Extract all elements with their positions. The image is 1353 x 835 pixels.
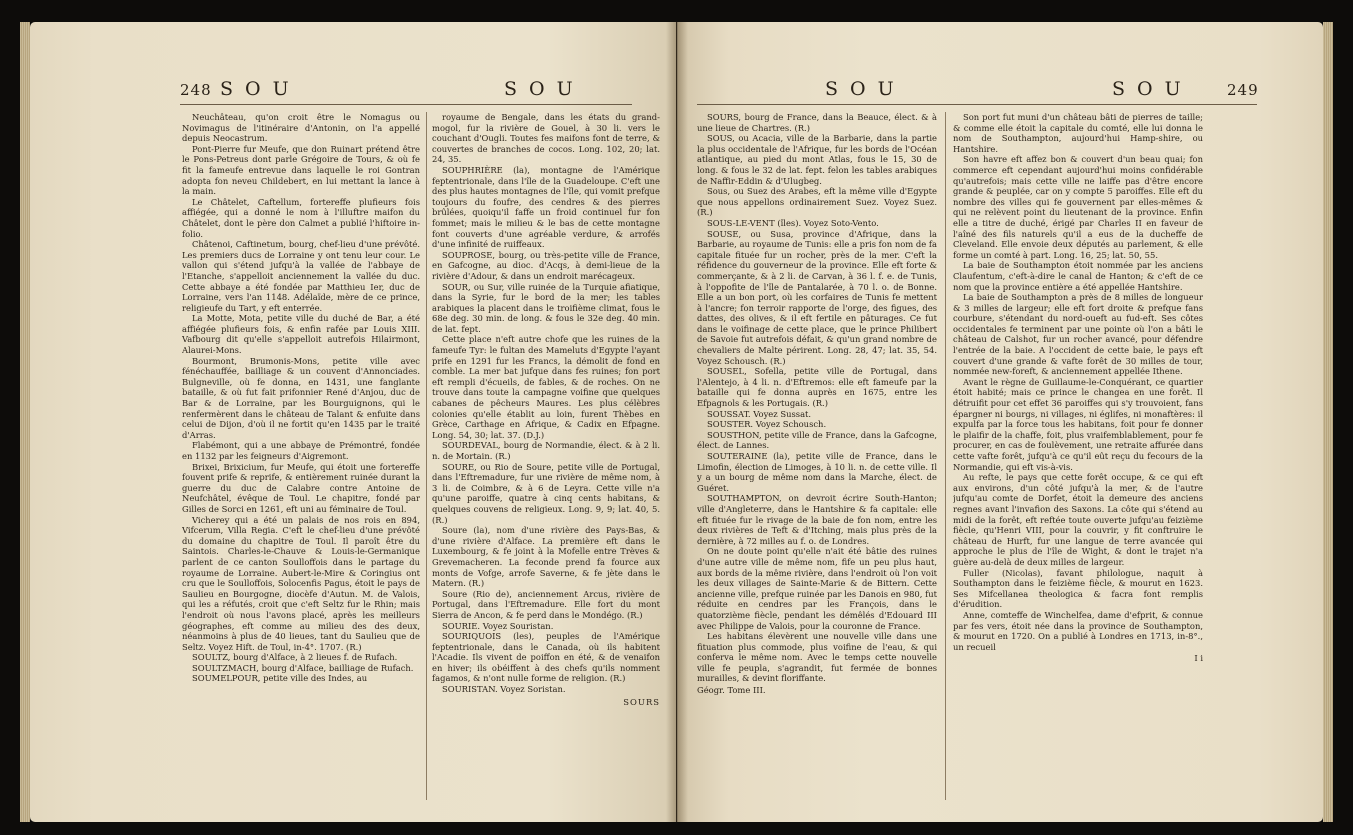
page-edges-right [1323, 22, 1333, 822]
entry-paragraph: SOUPHRIÈRE (la), montagne de l'Amérique feptentrionale, dans l'île de la Guadeloupe. C'eft une des plus hautes montagnes de l'île, qui vomit prefque toujours du foufre, des cendres & des pierres brûlées, quoiqu'il faffe un froid continuel fur fon fommet; mais le milieu & le bas de cette montagne font couverts d'une agréable verdure, & arrofés d'une infinité de ruiffeaux. [432, 164, 660, 250]
entry-paragraph: SOUPROSE, bourg, ou très-petite ville de France, en Gafcogne, au dioc. d'Acqs, à demi-lieue de la rivière d'Adour, & dans un endroit marécageux. [432, 249, 660, 281]
entry-paragraph: SOURDEVAL, bourg de Normandie, élect. & à 2 li. n. de Mortain. (R.) [432, 440, 660, 461]
entry-paragraph: Brixei, Brixicium, fur Meufe, qui étoit une fortereffe fouvent prife & reprife, & entièrement ruinée durant la guerre du duc de Calabre contre Antoine de Neufchâtel, évêque de Toul. Le chapitre, fondé par Gilles de Sorci en 1261, eft uni au féminaire de Toul. [182, 461, 420, 514]
entry-paragraph: Châtenoi, Caftinetum, bourg, chef-lieu d'une prévôté. Les premiers ducs de Lorraine y ont tenu leur cour. Le vallon qui s'étend jufqu'à la vallée de l'abbaye de l'Etanche, s'appelloit anciennement la vallée du duc. Cette abbaye a été fondée par Matthieu Ier, duc de Lorraine, vers l'an 1148. Adélaïde, mère de ce prince, religieufe du Tart, y eft enterrée. [182, 239, 420, 313]
left-head-rule [180, 104, 632, 105]
entry-paragraph: Pont-Pierre fur Meufe, que don Ruinart prétend être le Pons-Petreus dont parle Grégoire de Tours, & où fe fit la fameufe entrevue dans laquelle le roi Gontran adopta fon neveu Childebert, en lui mettant la lance à la main. [182, 143, 420, 197]
left-headword-outer: S O U [220, 78, 292, 100]
right-page-number: 249 [1227, 81, 1259, 99]
right-head-rule [697, 104, 1257, 105]
entry-paragraph: La Motte, Mota, petite ville du duché de Bar, a été affiégée plufieurs fois, & enfin rafée par Louis XIII. Vafbourg dit qu'elle s'appelloit autrefois Hilairmont, Alaurei-Mons. [182, 313, 420, 356]
left-column-divider [426, 112, 427, 800]
entry-paragraph: SOUSEL, Sofella, petite ville de Portugal, dans l'Alentejo, à 4 li. n. d'Eftremos: elle eft fameufe par la bataille qui fe donna auprès en 1675, entre les Efpagnols & les Portugais. (R.) [697, 366, 937, 409]
entry-paragraph: Neuchâteau, qu'on croit être le Nomagus ou Novimagus de l'itinéraire d'Antonin, on l'a appellé depuis Neocastrum. [182, 112, 420, 144]
entry-paragraph: SOUSTER. Voyez Schousch. [707, 419, 827, 430]
entry-paragraph: La baie de Southampton a près de 8 milles de longueur & 3 milles de largeur; elle eft fort droite & prefque fans courbure, s'étendant du nord-oueft au fud-eft. Ses côtes occidentales fe terminent par une pointe où l'on a bâti le château de Calshot, fur un rocher avancé, pour défendre l'entrée de la baie. A l'occident de cette baie, le pays eft couvert d'une grande & vafte forêt de 30 milles de tour, nommée new-foreft, & anciennement appellée Ithene. [953, 292, 1203, 377]
entry-paragraph: SOUSSAT. Voyez Sussat. [707, 408, 812, 419]
entry-paragraph: SOUMELPOUR, petite ville des Indes, au [192, 673, 368, 684]
entry-paragraph: Fuller (Nicolas), favant philologue, naquit à Southampton dans le feizième fiècle, & mourut en 1623. Ses Mifcellanea theologica & facra font remplis d'érudition. [953, 567, 1203, 610]
entry-paragraph: SOUS, ou Acacia, ville de la Barbarie, dans la partie la plus occidentale de l'Afrique, fur les bords de l'Océan atlantique, au pied du mont Atlas, fous le 15, 30 de long. & fous le 32 de lat. fept. felon les tables arabiques de Naffir-Eddin & d'Ulugbeg. [697, 133, 937, 186]
right-column-1 [697, 112, 937, 802]
entry-paragraph: Vicherey qui a été un palais de nos rois en 894, Vifcerum, Villa Regia. C'eft le chef-lieu d'une prévôté du domaine du chapitre de Toul. Il paroît être du Saintois. Charles-le-Chauve & Louis-le-Germanique parlent de ce canton Soulloffois dans le partage du royaume de Lorraine. Aubert-le-Mire & Coringius ont cru que le Soulloffois, Solocenfis Pagus, étoit le pays de Saulieu en Bourgogne, diocèfe d'Autun. M. de Valois, qui les a réfutés, croit que c'eft Seltz fur le Rhin; mais l'endroit où nous l'avons placé, après les meilleurs géographes, eft comme au milieu des des deux, néanmoins à plus de 40 lieues, tant du Saulieu que de Seltz. Voyez Hift. de Toul, in-4°. 1707. (R.) [182, 514, 420, 652]
left-page-number: 248 [180, 81, 212, 99]
entry-paragraph: SOURIE. Voyez Souristan. [442, 620, 554, 631]
page-edges-left [20, 22, 30, 822]
entry-paragraph: SOUSE, ou Susa, province d'Afrique, dans la Barbarie, au royaume de Tunis: elle a pris fon nom de fa capitale fituée fur un rocher, près de la mer. C'eft la réfidence du gouverneur de la province. Elle eft forte & commerçante, & à 2 li. de Carvan, à 36 l. f. e. de Tunis, à l'oppofite de l'île de Pantalarée, à 70 l. o. de Bonne. Elle a un bon port, où les corfaires de Tunis fe mettent à l'ancre; fon terroir rapporte de l'orge, des figues, des dattes, des olives, & il eft fertile en pâturages. Ce fut dans le voifinage de cette place, que le prince Philibert de Savoie fut autrefois défait, & qu'un grand nombre de chevaliers de Malte périrent. Long. 28, 47; lat. 35, 54. Voyez Schousch. (R.) [697, 228, 937, 366]
entry-paragraph: Le Châtelet, Caftellum, fortereffe plufieurs fois affiégée, qui a donné le nom à l'illuftre maifon du Châtelet, dont le père don Calmet a publié l'hiftoire in-folio. [182, 196, 420, 239]
left-column-1 [182, 112, 420, 802]
right-column-2 [953, 112, 1203, 802]
entry-paragraph: On ne doute point qu'elle n'ait été bâtie des ruines d'une autre ville de même nom, fife un peu plus haut, aux bords de la même rivière, dans l'endroit où l'on voit les deux villages de Sainte-Marie & de Bittern. Cette ancienne ville, prefque ruinée par les Danois en 980, fut réduite en cendres par les François, dans le quatorzième fiècle, pendant les démêlés d'Edouard III avec Philippe de Valois, pour la couronne de France. [697, 546, 937, 631]
entry-paragraph: Soure (Rio de), anciennement Arcus, rivière de Portugal, dans l'Eftremadure. Elle fort du mont Sierra de Ancon, & fe perd dans le Mondégo. (R.) [432, 588, 660, 620]
entry-paragraph: La baie de Southampton étoit nommée par les anciens Claufentum, c'eft-à-dire le canal de Hanton; & c'eft de ce nom que la province entière a été appellée Hantshire. [953, 260, 1203, 292]
entry-paragraph: Son port fut muni d'un château bâti de pierres de taille; & comme elle étoit la capitale du comté, elle lui donna le nom de Southampton, aujourd'hui Hamp-shire, ou Hantshire. [953, 112, 1203, 154]
signature-mark: I i [1194, 653, 1203, 664]
entry-paragraph: SOUTHAMPTON, on devroit écrire South-Hanton; ville d'Angleterre, dans le Hantshire & fa capitale: elle eft fituée fur le rivage de la baie de fon nom, entre les deux rivières de Teft & d'Itching, mais plus près de la dernière, à 72 milles au f. o. de Londres. [697, 493, 937, 546]
entry-paragraph: Soure (la), nom d'une rivière des Pays-Bas, & d'une rivière d'Alface. La première eft dans le Luxembourg, & fe joint à la Mofelle entre Trèves & Grevemacheren. La feconde prend fa fource aux monts de Vofge, arrofe Saverne, & fe jète dans le Matern. (R.) [432, 525, 660, 589]
entry-paragraph: SOUTERAINE (la), petite ville de France, dans le Limofin, élection de Limoges, à 10 li. n. de cette ville. Il y a un bourg de même nom dans la Marche, élect. de Guéret. [697, 451, 937, 493]
entry-paragraph: SOUSTHON, petite ville de France, dans la Gafcogne, élect. de Lannes. [697, 429, 937, 451]
right-headword-outer: S O U [1112, 78, 1184, 100]
entry-paragraph: Flabémont, qui a une abbaye de Prémontré, fondée en 1132 par les feigneurs d'Aigremont. [182, 440, 420, 461]
right-column-divider [945, 112, 946, 800]
entry-paragraph: Au refte, le pays que cette forêt occupe, & ce qui eft aux environs, d'un côté jufqu'à la mer, & de l'autre jufqu'au comte de Dorfet, étoit la demeure des anciens regnes avant l'invafion des Saxons. La côte qui s'étend au midi de la forêt, eft reftée toute ouverte jufqu'au feizième fiècle, qu'Henri VIII, pour la couvrir, y fit conftruire le château de Hurft, fur une langue de terre avancée qui approche le plus de l'île de Wight, & dont le trajet n'a guère au-delà de deux milles de largeur. [953, 472, 1203, 567]
signature-line: Géogr. Tome III. [697, 685, 766, 696]
entry-paragraph: royaume de Bengale, dans les états du grand-mogol, fur la rivière de Gouel, à 30 li. vers le couchant d'Ougli. Toutes fes maifons font de terre, & couvertes de branches de cocos. Long. 102, 20; lat. 24, 35. [432, 112, 660, 165]
entry-paragraph: SOUS-LE-VENT (îles). Voyez Soto-Vento. [707, 217, 879, 228]
left-page [30, 22, 676, 822]
left-column-2 [432, 112, 660, 802]
entry-paragraph: Son havre eft affez bon & couvert d'un beau quai; fon commerce eft cependant aujourd'hui moins confidérable qu'autrefois; mais cette ville ne laiffe pas d'être encore grande & peuplée, car on y compte 5 paroiffes. Elle eft du nombre des villes qui fe gouvernent par elles-mêmes & qui ne relèvent point du lieutenant de la province. Enfin elle a titre de duché, érigé par Charles II en faveur de l'aîné des fils naturels qu'il a eus de la ducheffe de Cleveland. Elle envoie deux députés au parlement, & elle forme un comté à part. Long. 16, 25; lat. 50, 55. [953, 154, 1203, 260]
open-book [30, 22, 1323, 822]
entry-paragraph: SOURE, ou Rio de Soure, petite ville de Portugal, dans l'Eftremadure, fur une rivière de même nom, à 3 li. de Coimbre, & à 6 de Leyra. Cette ville n'a qu'une paroiffe, quatre à cinq cents habitans, & quelques couvens de religieux. Long. 9, 9; lat. 40, 5. (R.) [432, 461, 660, 525]
entry-paragraph: Avant le règne de Guillaume-le-Conquérant, ce quartier étoit habité; mais ce prince le changea en une forêt. Il détruifit pour cet effet 36 paroiffes qui s'y trouvoient, fans épargner ni bourgs, ni villages, ni églifes, ni monaftères: il expulfa par la force tous les habitans, foit pour fe donner le plaifir de la chaffe, foit, plus vraifemblablement, pour fe procurer, en cas de foulèvement, une retraite affurée dans cette vafte forêt, jufqu'à ce qu'il eût reçu du fecours de la Normandie, qui eft vis-à-vis. [953, 376, 1203, 472]
right-page [677, 22, 1323, 822]
left-headword-center: S O U [504, 78, 576, 100]
entry-paragraph: Bourmont, Brumonis-Mons, petite ville avec fénéchauffée, bailliage & un couvent d'Annonciades. Bulgneville, où fe donna, en 1431, une fanglante bataille, & où fut fait prifonnier René d'Anjou, duc de Bar & de Lorraine, par les Bourguignons, qui le renfermèrent dans le château de Talant & enfuite dans celui de Dijon, d'où il ne fortit qu'en 1435 par le traité d'Arras. [182, 355, 420, 440]
left-running-head [30, 78, 676, 104]
entry-paragraph: SOUR, ou Sur, ville ruinée de la Turquie afiatique, dans la Syrie, fur le bord de la mer; les tables arabiques la placent dans le troifième climat, fous le 68e deg. 30 min. de long. & fous le 32e deg. 40 min. de lat. fept. [432, 281, 660, 334]
catchword: SOURS [623, 696, 660, 707]
right-running-head [677, 78, 1323, 104]
entry-paragraph: SOULTZ, bourg d'Alface, à 2 lieues f. de Rufach. [192, 652, 398, 663]
entry-paragraph: Anne, comteffe de Winchelfea, dame d'efprit, & connue par fes vers, étoit née dans la province de Southampton, & mourut en 1720. On a publié à Londres en 1713, in-8°., un recueil [953, 609, 1203, 652]
entry-paragraph: Cette place n'eft autre chofe que les ruines de la fameufe Tyr: le fultan des Mameluts d'Egypte l'ayant prife en 1291 fur les Francs, la démolit de fond en comble. La mer bat jufque dans fes ruines; fon port eft rempli d'écueils, de fables, & de roches. On ne trouve dans toute la campagne voifine que quelques cabanes de pêcheurs Maures. Les plus célèbres colonies qu'elle établit au loin, furent Thèbes en Grèce, Carthage en Afrique, & Cadix en Efpagne. Long. 54, 30; lat. 37. (D.J.) [432, 334, 660, 440]
entry-paragraph: SOURISTAN. Voyez Soristan. [442, 684, 566, 695]
right-headword-center: S O U [825, 78, 897, 100]
entry-paragraph: Sous, ou Suez des Arabes, eft la même ville d'Egypte que nous appellons ordinairement Suez. Voyez Suez. (R.) [697, 186, 937, 218]
entry-paragraph: SOURIQUOIS (les), peuples de l'Amérique feptentrionale, dans le Canada, où ils habitent l'Acadie. Ils vivent de poiffon en été, & de venaifon en hiver; ils obéiffent à des chefs qu'ils nomment fagamos, & n'ont nulle forme de religion. (R.) [432, 631, 660, 684]
entry-paragraph: SOURS, bourg de France, dans la Beauce, élect. & à une lieue de Chartres. (R.) [697, 112, 937, 133]
entry-paragraph: Les habitans élevèrent une nouvelle ville dans une fituation plus commode, plus voifine de l'eau, & qui conferva le même nom. Avec le temps cette nouvelle ville fe peupla, s'agrandit, fut fermée de bonnes murailles, & devint floriffante. [697, 631, 937, 684]
entry-paragraph: SOULTZMACH, bourg d'Alface, bailliage de Rufach. [192, 662, 414, 673]
